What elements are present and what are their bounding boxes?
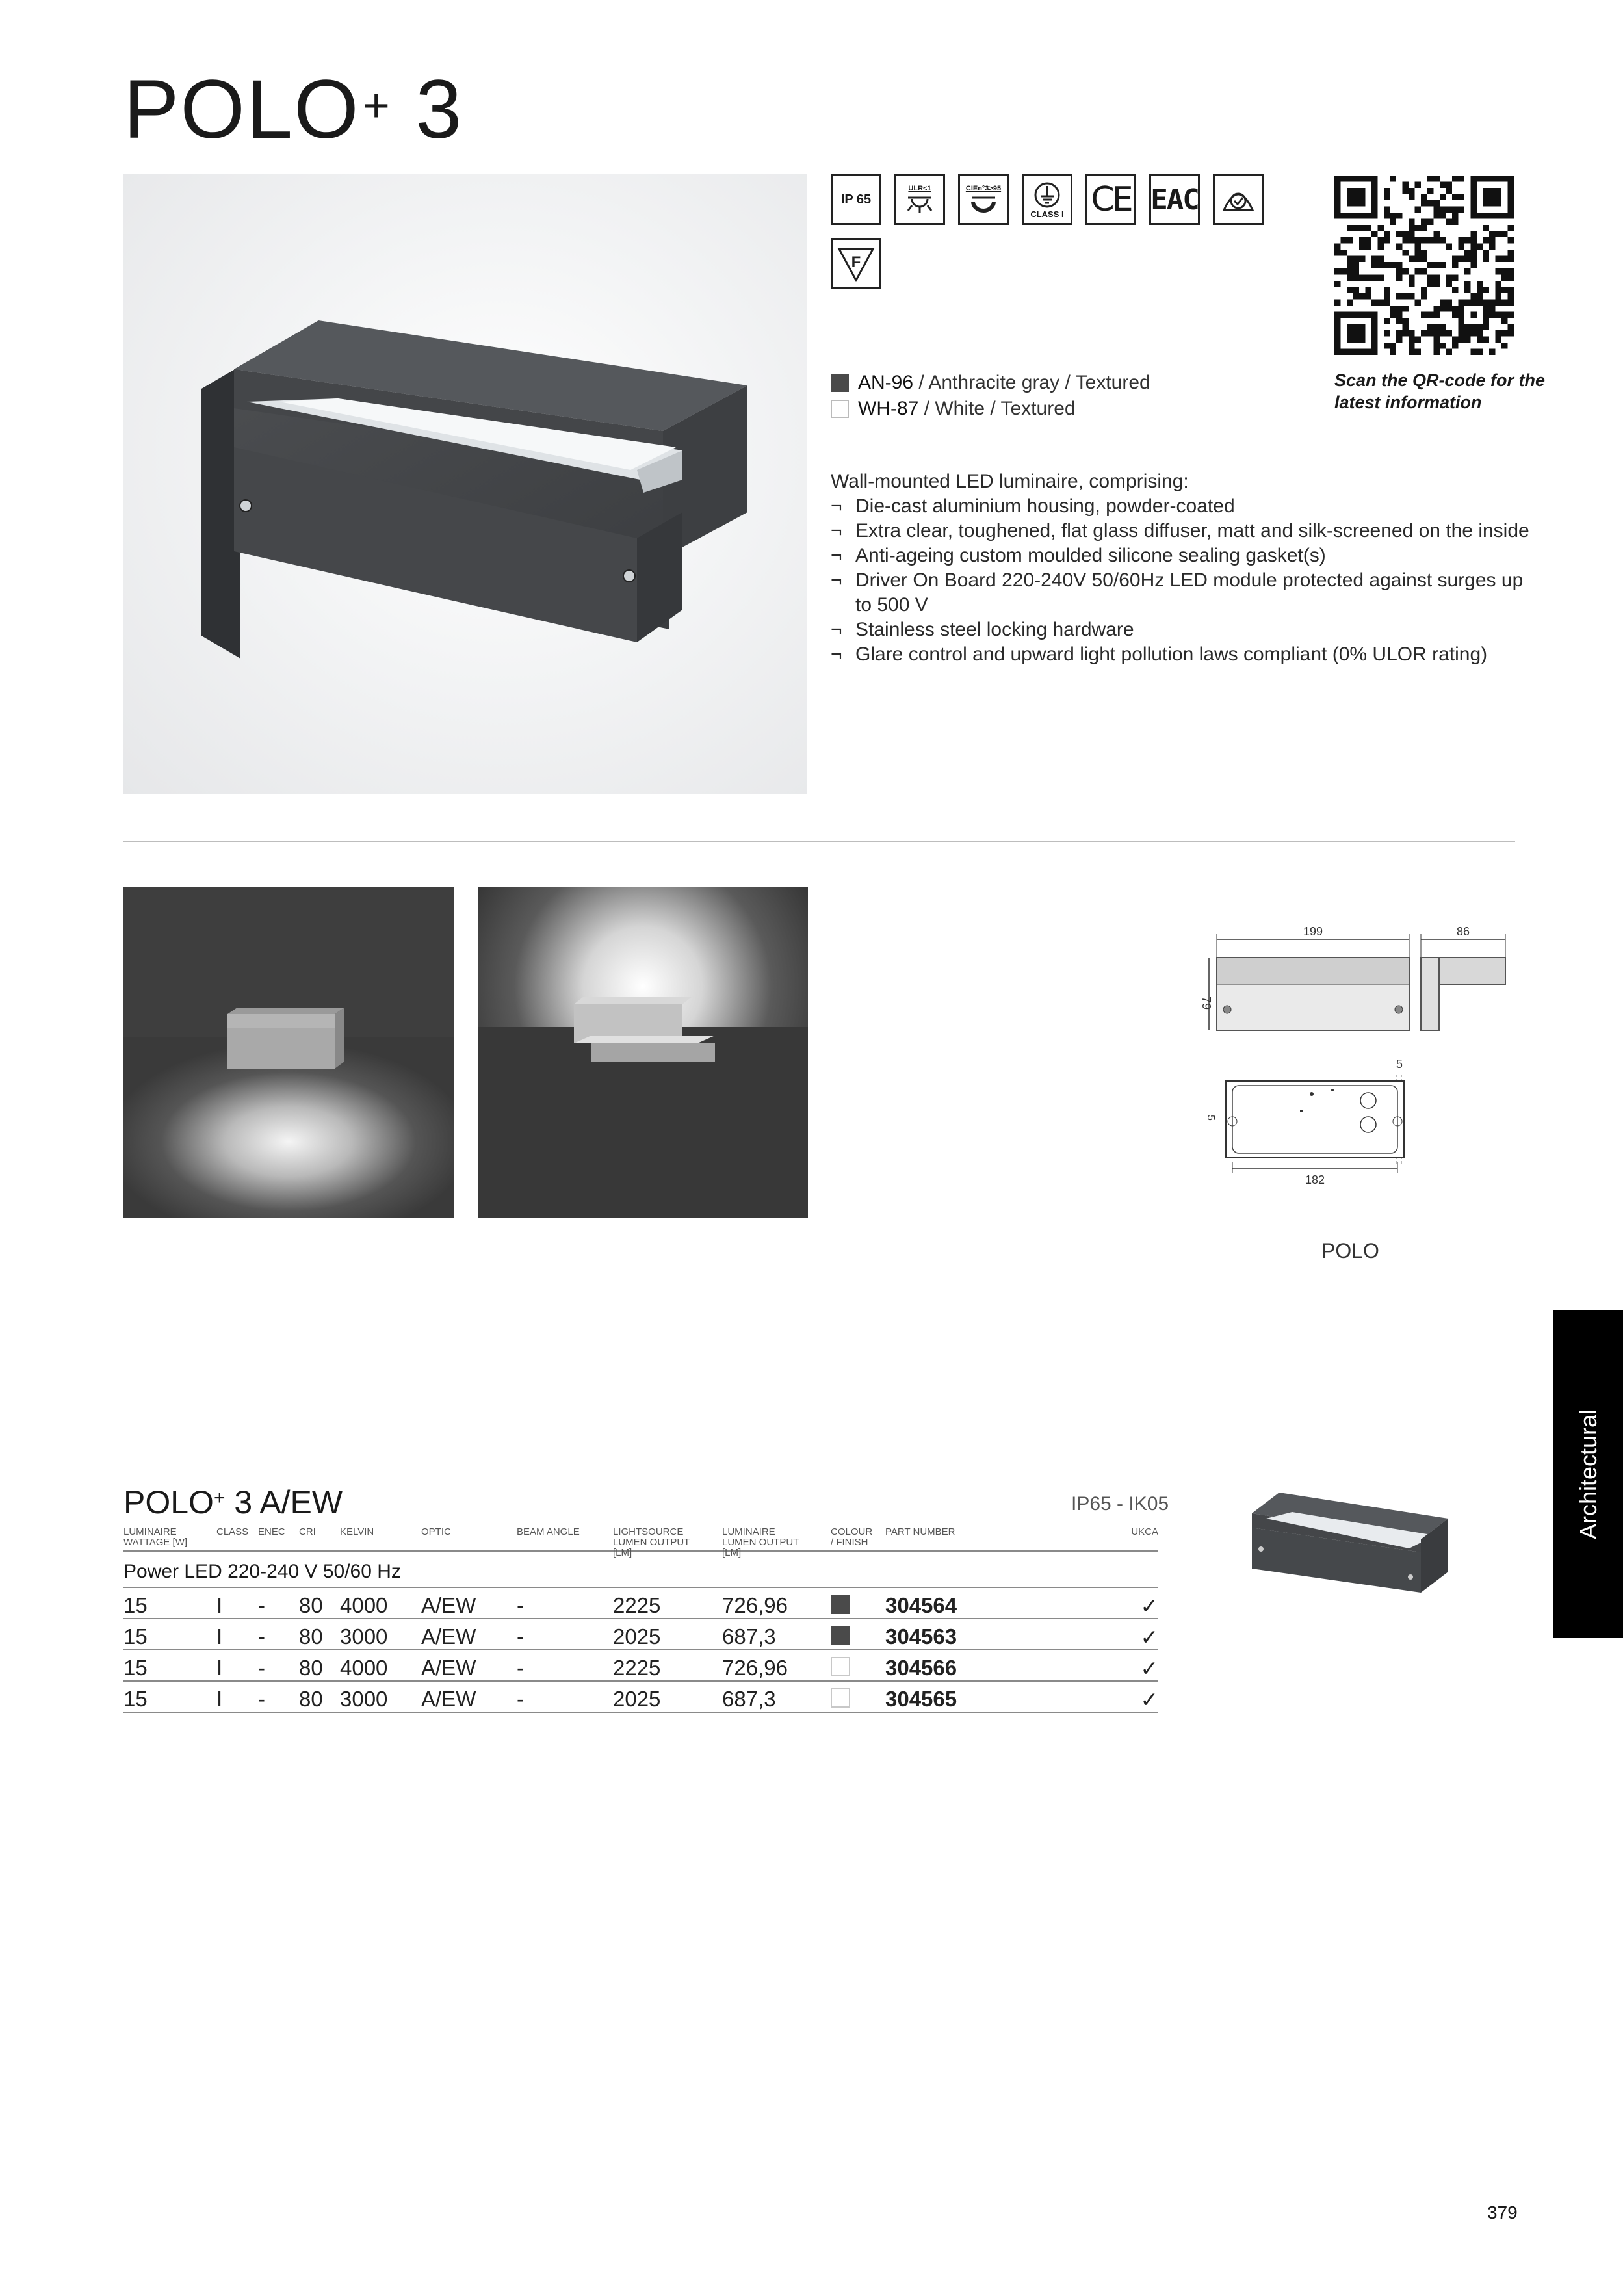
cell-part-number[interactable]: 304566 xyxy=(885,1656,957,1680)
col-wattage: LUMINAIRE WATTAGE [W] xyxy=(123,1526,188,1548)
description-bullet: ¬ Extra clear, toughened, flat glass diffuser, matt and silk-screened on the inside xyxy=(831,520,1529,541)
col-ls-lumen: LIGHTSOURCE LUMEN OUTPUT [LM] xyxy=(613,1526,690,1558)
ip65-icon: IP 65 xyxy=(831,174,881,225)
cell-lum-lumen: 687,3 xyxy=(722,1624,776,1649)
cell-kelvin: 4000 xyxy=(340,1656,388,1680)
svg-text:199: 199 xyxy=(1303,925,1323,938)
col-cri: CRI xyxy=(299,1526,316,1537)
product-table xyxy=(123,1524,1158,1713)
eac-icon: EAC xyxy=(1149,174,1200,225)
cell-enec: - xyxy=(258,1624,265,1649)
cell-ls-lumen: 2025 xyxy=(613,1624,661,1649)
description-bullet: ¬ Glare control and upward light pollution laws compliant (0% ULOR rating) xyxy=(831,644,1488,665)
description-bullet: ¬ Die-cast aluminium housing, powder-coated xyxy=(831,495,1235,517)
light-effect-photo-up xyxy=(478,887,808,1218)
cell-wattage: 15 xyxy=(123,1687,148,1711)
cell-part-number[interactable]: 304564 xyxy=(885,1593,957,1617)
cell-lum-lumen: 687,3 xyxy=(722,1687,776,1711)
cell-colour xyxy=(831,1687,850,1712)
f-mark-icon xyxy=(831,238,881,289)
finish-an96: AN-96 / Anthracite gray / Textured xyxy=(831,372,1150,394)
color-swatch xyxy=(831,400,849,418)
cell-class: I xyxy=(216,1656,223,1680)
cell-optic: A/EW xyxy=(421,1593,476,1617)
cell-enec: - xyxy=(258,1687,265,1711)
cell-colour xyxy=(831,1656,850,1680)
page-number: 379 xyxy=(1487,2202,1518,2223)
cri-icon: CIEn°3>95 xyxy=(958,174,1009,225)
cell-optic: A/EW xyxy=(421,1656,476,1680)
cell-ls-lumen: 2225 xyxy=(613,1593,661,1617)
col-optic: OPTIC xyxy=(421,1526,451,1537)
page-title: POLO+ 3 xyxy=(123,63,463,156)
cell-kelvin: 4000 xyxy=(340,1593,388,1617)
cell-kelvin: 3000 xyxy=(340,1687,388,1711)
description-bullet: ¬ Driver On Board 220-240V 50/60Hz LED module protected against surges up to 500 V xyxy=(831,569,1524,616)
cell-ukca: ✓ xyxy=(1140,1625,1158,1649)
col-beam: BEAM ANGLE xyxy=(517,1526,580,1537)
cell-lum-lumen: 726,96 xyxy=(722,1593,788,1617)
cell-ukca: ✓ xyxy=(1140,1656,1158,1680)
svg-text:F: F xyxy=(851,254,861,271)
svg-text:79: 79 xyxy=(1200,997,1213,1010)
category-tab[interactable]: Architectural xyxy=(1553,1310,1623,1638)
description-bullet: ¬ Anti-ageing custom moulded silicone sealing gasket(s) xyxy=(831,545,1326,566)
cell-class: I xyxy=(216,1687,223,1711)
cell-colour xyxy=(831,1593,850,1618)
color-swatch xyxy=(831,1626,850,1645)
cell-class: I xyxy=(216,1593,223,1617)
ip-rating: IP65 - IK05 xyxy=(1071,1493,1169,1515)
section-divider xyxy=(123,841,1515,842)
cell-wattage: 15 xyxy=(123,1593,148,1617)
color-swatch xyxy=(831,374,849,392)
col-ukca: UKCA xyxy=(1131,1526,1158,1537)
cell-part-number[interactable]: 304563 xyxy=(885,1624,957,1649)
cell-part-number[interactable]: 304565 xyxy=(885,1687,957,1711)
cell-lum-lumen: 726,96 xyxy=(722,1656,788,1680)
cell-colour xyxy=(831,1624,850,1649)
col-enec: ENEC xyxy=(258,1526,285,1537)
table-row xyxy=(123,1619,1158,1650)
product-description xyxy=(831,469,1533,667)
table-header xyxy=(123,1524,1158,1558)
cell-kelvin: 3000 xyxy=(340,1624,388,1649)
cell-ls-lumen: 2225 xyxy=(613,1656,661,1680)
col-part: PART NUMBER xyxy=(885,1526,955,1537)
color-swatch xyxy=(831,1595,850,1614)
color-swatch xyxy=(831,1688,850,1708)
description-intro: Wall-mounted LED luminaire, comprising: xyxy=(831,471,1189,492)
finish-wh87: WH-87 / White / Textured xyxy=(831,398,1076,420)
col-lum-lumen: LUMINAIRE LUMEN OUTPUT [LM] xyxy=(722,1526,799,1558)
cell-beam: - xyxy=(517,1687,524,1711)
product-photo xyxy=(123,174,807,794)
technical-drawing xyxy=(1202,926,1514,1186)
cell-beam: - xyxy=(517,1593,524,1617)
col-colour: COLOUR / FINISH xyxy=(831,1526,873,1548)
svg-text:182: 182 xyxy=(1305,1173,1325,1186)
ce-icon: CE xyxy=(1085,174,1136,225)
cell-cri: 80 xyxy=(299,1624,323,1649)
cell-cri: 80 xyxy=(299,1656,323,1680)
table-row xyxy=(123,1650,1158,1682)
cell-optic: A/EW xyxy=(421,1624,476,1649)
cell-enec: - xyxy=(258,1593,265,1617)
light-effect-photo-down xyxy=(123,887,454,1218)
svg-text:5: 5 xyxy=(1205,1115,1216,1121)
table-group-label: Power LED 220-240 V 50/60 Hz xyxy=(123,1552,1158,1588)
product-thumbnail xyxy=(1240,1481,1455,1611)
cell-optic: A/EW xyxy=(421,1687,476,1711)
class1-icon: CLASS I xyxy=(1022,174,1072,225)
cell-ukca: ✓ xyxy=(1140,1688,1158,1712)
col-class: CLASS xyxy=(216,1526,249,1537)
section-title: POLO+ 3 A/EW xyxy=(123,1484,343,1520)
cell-ls-lumen: 2025 xyxy=(613,1687,661,1711)
cell-ukca: ✓ xyxy=(1140,1594,1158,1618)
color-swatch xyxy=(831,1657,850,1676)
table-row xyxy=(123,1588,1158,1619)
qr-caption: Scan the QR-code for the latest information xyxy=(1334,371,1546,412)
table-row xyxy=(123,1682,1158,1713)
svg-text:5: 5 xyxy=(1396,1058,1403,1071)
drawing-label: POLO xyxy=(1321,1239,1379,1262)
cell-cri: 80 xyxy=(299,1593,323,1617)
cell-wattage: 15 xyxy=(123,1656,148,1680)
cell-beam: - xyxy=(517,1656,524,1680)
cell-beam: - xyxy=(517,1624,524,1649)
cell-class: I xyxy=(216,1624,223,1649)
cell-cri: 80 xyxy=(299,1687,323,1711)
rcm-icon xyxy=(1213,174,1264,225)
qr-code[interactable] xyxy=(1334,176,1514,355)
svg-text:86: 86 xyxy=(1456,925,1470,938)
cell-enec: - xyxy=(258,1656,265,1680)
cell-wattage: 15 xyxy=(123,1624,148,1649)
description-bullet: ¬ Stainless steel locking hardware xyxy=(831,619,1134,640)
ulr-icon: ULR<1 xyxy=(894,174,945,225)
col-kelvin: KELVIN xyxy=(340,1526,374,1537)
